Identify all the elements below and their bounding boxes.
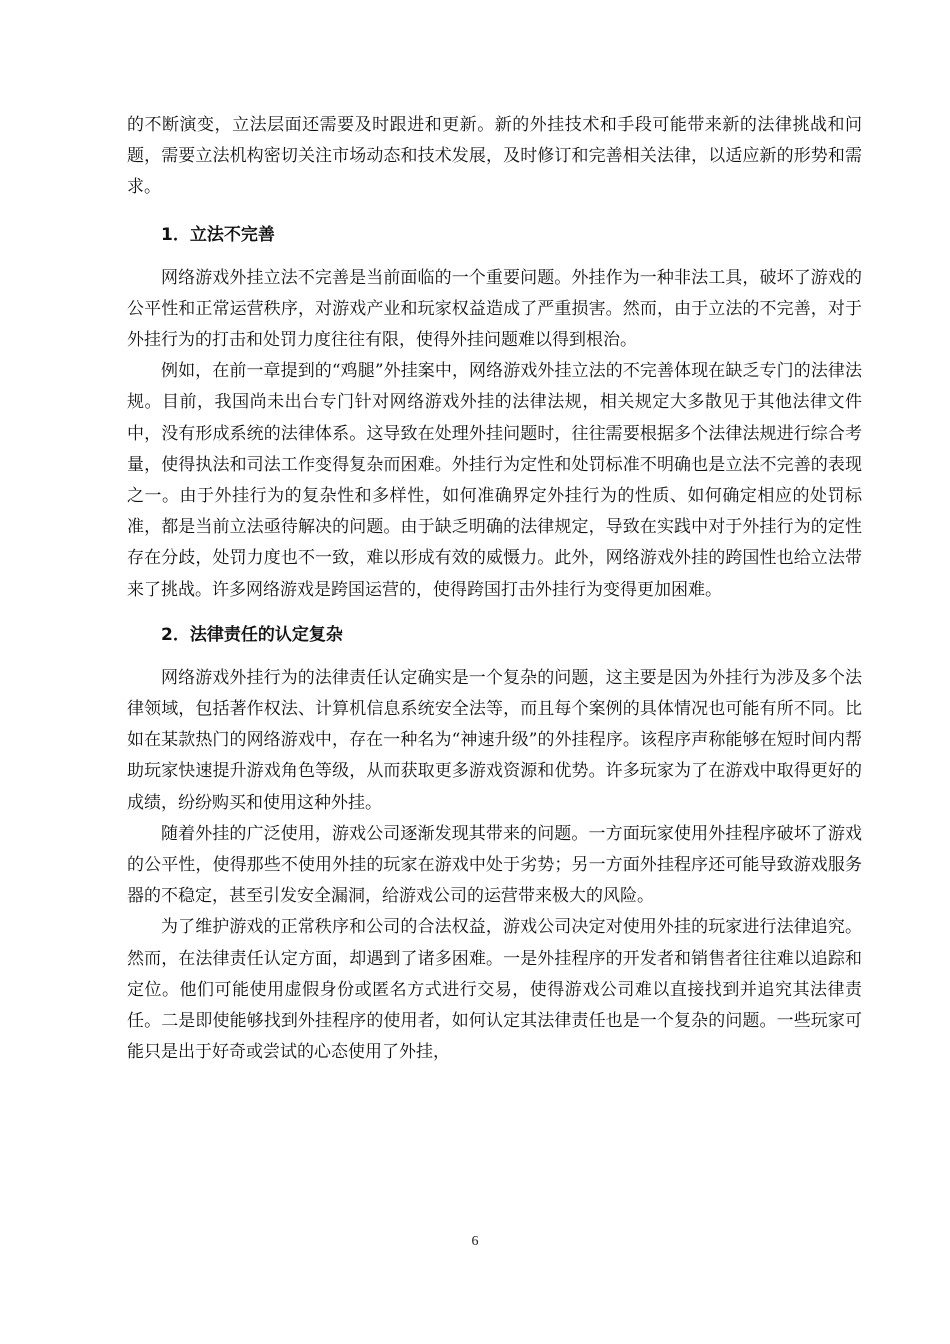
intro-paragraph: 的不断演变，立法层面还需要及时跟进和更新。新的外挂技术和手段可能带来新的法律挑战和问题，需要立法机构密切关注市场动态和技术发展，及时修订和完善相关法律，以适应新的形势和需求。 — [127, 115, 862, 198]
section-2-paragraph-2: 随着外挂的广泛使用，游戏公司逐渐发现其带来的问题。一方面玩家使用外挂程序破坏了游戏的公平性，使得那些不使用外挂的玩家在游戏中处于劣势；另一方面外挂程序还可能导致游戏服务器的不稳定，甚至引发安全漏洞，给游戏公司的运营带来极大的风险。 — [127, 823, 862, 907]
section-1-paragraph-1: 网络游戏外挂立法不完善是当前面临的一个重要问题。外挂作为一种非法工具，破坏了游戏的公平性和正常运营秩序，对游戏产业和玩家权益造成了严重损害。然而，由于立法的不完善，对于外挂行为的打击和处罚力度往往有限，使得外挂问题难以得到根治。 — [127, 267, 862, 351]
section-2-heading: 2．法律责任的认定复杂 — [161, 624, 343, 645]
section-2-paragraph-3: 为了维护游戏的正常秩序和公司的合法权益，游戏公司决定对使用外挂的玩家进行法律追究。然而，在法律责任认定方面，却遇到了诸多困难。一是外挂程序的开发者和销售者往往难以追踪和定位。他们可能使用虚假身份或匿名方式进行交易，使得游戏公司难以直接找到并追究其法律责任。二是即使能够找到外挂程序的使用者，如何认定其法律责任也是一个复杂的问题。一些玩家可能只是出于好奇或尝试的心态使用了外挂， — [127, 917, 862, 1063]
section-1-heading: 1．立法不完善 — [161, 224, 275, 245]
section-spacer — [127, 606, 862, 620]
section-2-paragraph-1: 网络游戏外挂行为的法律责任认定确实是一个复杂的问题，这主要是因为外挂行为涉及多个法律领域，包括著作权法、计算机信息系统安全法等，而且每个案例的具体情况也可能有所不同。比如在某款热门的网络游戏中，存在一种名为“神速升级”的外挂程序。该程序声称能够在短时间内帮助玩家快速提升游戏角色等级，从而获取更多游戏资源和优势。许多玩家为了在游戏中取得更好的成绩，纷纷购买和使用这种外挂。 — [127, 667, 862, 813]
page-number: 6 — [471, 1234, 479, 1249]
page-content — [127, 110, 862, 1068]
section-1-paragraph-2: 例如，在前一章提到的“鸡腿”外挂案中，网络游戏外挂立法的不完善体现在缺乏专门的法律法规。目前，我国尚未出台专门针对网络游戏外挂的法律法规，相关规定大多散见于其他法律文件中，没有形成系统的法律体系。这导致在处理外挂问题时，往往需要根据多个法律法规进行综合考量，使得执法和司法工作变得复杂而困难。外挂行为定性和处罚标准不明确也是立法不完善的表现之一。由于外挂行为的复杂性和多样性，如何准确界定外挂行为的性质、如何确定相应的处罚标准，都是当前立法亟待解决的问题。由于缺乏明确的法律规定，导致在实践中对于外挂行为的定性存在分歧，处罚力度也不一致，难以形成有效的威慑力。此外，网络游戏外挂的跨国性也给立法带来了挑战。许多网络游戏是跨国运营的，使得跨国打击外挂行为变得更加困难。 — [127, 361, 862, 600]
